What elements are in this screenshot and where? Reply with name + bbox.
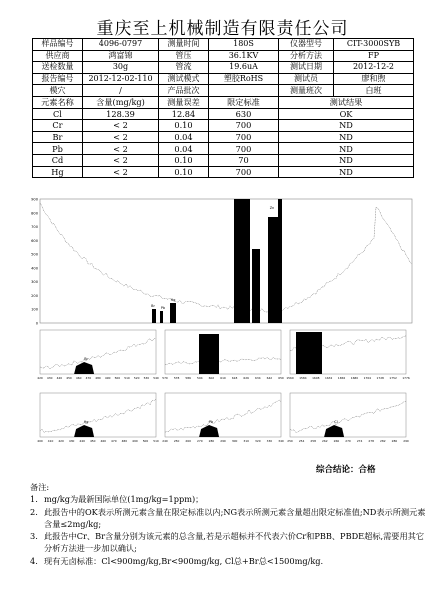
info-value: CIT-3000SYB xyxy=(334,39,414,51)
spectrum-panel-x-tick: 602 xyxy=(208,376,215,380)
spectrum-panel-x-tick: 266 xyxy=(333,439,340,443)
conclusion-label: 综合结论： xyxy=(316,465,359,475)
spectrum-panel-x-tick: 270 xyxy=(345,439,351,443)
info-label: 测量时间 xyxy=(159,39,209,51)
info-value: 36.1KV xyxy=(209,50,279,62)
result-content: < 2 xyxy=(83,166,159,178)
results-row xyxy=(33,166,414,178)
spectrum-panel-x-tick: 300 xyxy=(231,439,238,443)
result-content: < 2 xyxy=(83,131,159,143)
main-y-tick: 0 xyxy=(35,321,38,326)
spectrum-panel-x-tick: 274 xyxy=(356,439,363,443)
spectrum-panel-x-tick: 250 xyxy=(287,439,293,443)
main-spectrum-peak xyxy=(170,303,176,323)
report-table xyxy=(32,38,414,178)
spectrum-panel-x-tick: 450 xyxy=(89,439,96,443)
results-header-row xyxy=(33,96,414,108)
spectrum-panel-x-tick: 480 xyxy=(121,439,128,443)
spectrum-panel-x-tick: 626 xyxy=(243,376,249,380)
result-result: ND xyxy=(279,166,414,178)
result-result: ND xyxy=(279,154,414,166)
main-peak-label: Br xyxy=(278,200,282,204)
spectrum-panel-x-tick: 330 xyxy=(266,439,273,443)
spectrum-panel-x-tick: 1584 xyxy=(299,376,307,380)
note-number: 1. xyxy=(30,494,38,505)
result-limit: 700 xyxy=(209,120,279,132)
spectrum-panel-x-tick: 1704 xyxy=(363,376,372,380)
spectrum-panel-curve xyxy=(40,339,156,369)
spectrum-panel-x-tick: 440 xyxy=(79,439,85,443)
results-row xyxy=(33,120,414,132)
company-title: 重庆至上机械制造有限责任公司 xyxy=(96,19,349,39)
spectrum-panel-x-tick: 1776 xyxy=(402,376,410,380)
results-row xyxy=(33,154,414,166)
info-label: 报告编号 xyxy=(33,73,83,85)
spectrum-panel-peak-label: Br xyxy=(84,357,88,361)
info-value: 4096-0797 xyxy=(83,39,159,51)
results-header-cell: 限定标准 xyxy=(209,96,279,108)
note-text: 现有无卤标准：Cl<900mg/kg,Br<900mg/kg, Cl总+Br总<1500mg/kg. xyxy=(44,555,324,566)
spectrum-panel-x-tick: 310 xyxy=(243,439,249,443)
spectrum-panel-frame xyxy=(165,393,281,437)
note-item xyxy=(30,530,430,555)
spectrum-panel-x-tick: 642 xyxy=(266,376,273,380)
note-text: mg/kg为最新国际单位(1mg/kg=1ppm)； xyxy=(44,494,204,505)
spectrum-panel-x-tick: 320 xyxy=(255,439,261,443)
results-row xyxy=(33,143,414,155)
spectrum-panel-curve xyxy=(290,402,406,433)
spectrum-panel-x-tick: 510 xyxy=(124,376,130,380)
result-element: Pb xyxy=(33,143,83,155)
spectrum-panel-x-tick: 634 xyxy=(255,376,261,380)
spectrum-panel-x-tick: 540 xyxy=(153,376,159,380)
notes-section xyxy=(30,481,430,567)
main-y-tick: 900 xyxy=(31,197,38,202)
info-value: 白班 xyxy=(334,85,414,97)
info-section xyxy=(33,39,414,97)
results-header-cell: 测试结果 xyxy=(279,96,414,108)
spectrum-panel-x-tick: 410 xyxy=(47,439,54,443)
result-error: 0.10 xyxy=(159,120,209,132)
result-error: 12.84 xyxy=(159,108,209,120)
result-result: ND xyxy=(279,131,414,143)
spectrum-panel-x-tick: 1632 xyxy=(324,376,333,380)
note-item xyxy=(30,493,430,505)
main-y-tick: 700 xyxy=(31,225,38,230)
results-row xyxy=(33,131,414,143)
result-result: OK xyxy=(279,108,414,120)
result-limit: 630 xyxy=(209,108,279,120)
spectrum-panel-curve xyxy=(40,399,156,432)
result-error: 0.04 xyxy=(159,131,209,143)
spectrum-panel-x-tick: 490 xyxy=(132,439,138,443)
main-spectrum-peak xyxy=(160,311,163,323)
info-value: 鸿富锦 xyxy=(83,50,159,62)
spectrum-panel-x-tick: 500 xyxy=(142,439,149,443)
result-limit: 70 xyxy=(209,154,279,166)
main-peak-label: Br xyxy=(151,304,155,308)
conclusion-value: 合格 xyxy=(358,465,376,475)
result-element: Hg xyxy=(33,166,83,178)
spectrum-panel-x-tick: 450 xyxy=(66,376,72,380)
main-peak-label: Hg xyxy=(170,298,176,302)
spectrum-panel-frame xyxy=(290,393,406,437)
spectrum-panel-x-tick: 1728 xyxy=(376,376,384,380)
spectrum-panel-x-tick: 460 xyxy=(100,439,107,443)
result-element: Cr xyxy=(33,120,83,132)
info-label: 分析方法 xyxy=(279,50,334,62)
spectrum-panel-frame xyxy=(40,330,156,374)
spectrum-panel-x-tick: 270 xyxy=(197,439,203,443)
spectrum-panel-x-tick: 250 xyxy=(173,439,180,443)
main-y-tick: 500 xyxy=(31,252,38,257)
info-value: 廖和煦 xyxy=(334,73,414,85)
spectrum-panel-x-tick: 290 xyxy=(403,439,409,443)
spectrum-panel-x-tick: 520 xyxy=(133,376,140,380)
spectrum-panel-peak-label: Hg xyxy=(83,420,89,424)
info-value: 180S xyxy=(209,39,279,51)
spectrum-panel-x-tick: 420 xyxy=(58,439,64,443)
spectrum-panel-x-tick: 280 xyxy=(208,439,215,443)
spectrum-panel-x-tick: 1752 xyxy=(389,376,397,380)
spectrum-panel-x-tick: 430 xyxy=(46,376,53,380)
info-label: 产品批次 xyxy=(159,85,209,97)
spectrum-panel-x-tick: 260 xyxy=(185,439,191,443)
spectrum-panel-peak xyxy=(296,332,322,374)
main-y-tick: 600 xyxy=(31,238,38,243)
spectrum-panel-x-tick: 610 xyxy=(220,376,226,380)
note-item xyxy=(30,555,430,567)
result-content: < 2 xyxy=(83,143,159,155)
results-header-cell: 测量误差 xyxy=(159,96,209,108)
main-y-tick: 100 xyxy=(31,307,38,312)
main-spectrum-peak xyxy=(252,249,260,323)
overall-conclusion xyxy=(316,463,376,475)
info-label: 测试日期 xyxy=(279,62,334,74)
spectrum-panel-x-tick: 586 xyxy=(185,376,191,380)
info-value: 2012-12-2 xyxy=(334,62,414,74)
spectrum-panel-x-tick: 286 xyxy=(391,439,398,443)
result-content: < 2 xyxy=(83,120,159,132)
spectrum-panel-x-tick: 400 xyxy=(37,439,43,443)
main-spectrum-curve xyxy=(40,203,412,312)
main-y-tick: 300 xyxy=(31,280,38,285)
note-item xyxy=(30,506,430,531)
main-spectrum-frame xyxy=(40,199,412,323)
spectrum-panel-frame xyxy=(165,330,281,374)
result-limit: 700 xyxy=(209,143,279,155)
result-result: ND xyxy=(279,120,414,132)
spectrum-panel-curve xyxy=(165,357,281,365)
spectrum-panel-x-tick: 530 xyxy=(143,376,150,380)
note-number: 2. xyxy=(30,506,38,517)
main-peak-label: Zn xyxy=(269,206,275,210)
result-element: Cd xyxy=(33,154,83,166)
spectrum-panel-x-tick: 490 xyxy=(104,376,111,380)
result-limit: 700 xyxy=(209,166,279,178)
result-content: 128.39 xyxy=(83,108,159,120)
spectrum-panel-x-tick: 570 xyxy=(162,376,168,380)
results-section xyxy=(33,96,414,177)
notes-header: 备注: xyxy=(30,482,50,492)
spectrum-panel-x-tick: 1608 xyxy=(312,376,320,380)
result-error: 0.10 xyxy=(159,166,209,178)
spectrum-panel-x-tick: 420 xyxy=(37,376,43,380)
results-header-cell: 元素名称 xyxy=(33,96,83,108)
spectrum-panel-x-tick: 500 xyxy=(114,376,121,380)
xrf-spectra-figure xyxy=(24,193,417,460)
spectrum-panel-x-tick: 470 xyxy=(85,376,92,380)
info-row xyxy=(33,39,414,51)
result-limit: 700 xyxy=(209,131,279,143)
info-value: 2012-12-02-110 xyxy=(83,73,159,85)
note-text: 此报告中的OK表示所测元素含量在限定标准以内;NG表示所测元素含量超出限定标准值;ND表示所测元素含量≤2mg/kg; xyxy=(44,506,426,529)
result-error: 0.04 xyxy=(159,143,209,155)
spectrum-panel-peak xyxy=(74,425,94,437)
spectrum-panel-frame xyxy=(40,393,156,437)
info-value xyxy=(209,85,279,97)
spectrum-panel-peak xyxy=(199,334,219,374)
main-spectrum-peak xyxy=(152,309,156,323)
main-y-tick: 800 xyxy=(31,211,38,216)
spectrum-panel-peak xyxy=(74,362,94,374)
spectrum-panel-peak xyxy=(324,425,344,437)
spectrum-panel-x-tick: 1680 xyxy=(350,376,359,380)
spectrum-panel-x-tick: 430 xyxy=(68,439,75,443)
result-error: 0.10 xyxy=(159,154,209,166)
note-text: 此报告中Cr、Br含量分别为该元素的总含量,若是示超标并不代表六价Cr和PBB、PBDE超标,需要用其它分析方法进一步加以确认; xyxy=(44,531,425,554)
info-label: 供应商 xyxy=(33,50,83,62)
result-element: Cl xyxy=(33,108,83,120)
spectrum-panel-x-tick: 460 xyxy=(75,376,82,380)
spectrum-panel-x-tick: 258 xyxy=(310,439,316,443)
info-value: / xyxy=(83,85,159,97)
main-spectrum-peak xyxy=(278,199,282,323)
spectrum-panel-x-tick: 1656 xyxy=(337,376,346,380)
spectrum-panel-x-tick: 1560 xyxy=(286,376,294,380)
spectrum-panel-peak-label: Pb xyxy=(208,420,214,424)
note-number: 3. xyxy=(30,531,38,542)
spectrum-panel-x-tick: 594 xyxy=(197,376,203,380)
info-label: 管流 xyxy=(159,62,209,74)
spectrum-panel-x-tick: 578 xyxy=(173,376,180,380)
spectrum-panel-x-tick: 240 xyxy=(162,439,168,443)
info-label: 仪器型号 xyxy=(279,39,334,51)
result-result: ND xyxy=(279,143,414,155)
spectrum-panel-peak xyxy=(199,425,219,437)
info-value: 塑胶RoHS xyxy=(209,73,279,85)
info-label: 测试模式 xyxy=(159,73,209,85)
info-label: 测试员 xyxy=(279,73,334,85)
result-element: Br xyxy=(33,131,83,143)
info-label: 管压 xyxy=(159,50,209,62)
note-number: 4. xyxy=(30,555,38,566)
main-y-tick: 400 xyxy=(31,266,38,271)
info-row xyxy=(33,85,414,97)
spectrum-panel-x-tick: 290 xyxy=(220,439,226,443)
info-value: 30g xyxy=(83,62,159,74)
notes-list xyxy=(30,493,430,567)
results-header-cell: 含量(mg/kg) xyxy=(83,96,159,108)
main-y-tick: 200 xyxy=(31,293,38,298)
spectrum-panel-x-tick: 510 xyxy=(153,439,159,443)
main-spectrum-peak xyxy=(234,199,250,323)
spectrum-panel-x-tick: 618 xyxy=(231,376,238,380)
spectrum-panel-x-tick: 340 xyxy=(278,439,284,443)
info-row xyxy=(33,50,414,62)
spectrum-panel-x-tick: 262 xyxy=(322,439,328,443)
info-row xyxy=(33,73,414,85)
spectrum-panel-x-tick: 282 xyxy=(380,439,386,443)
info-row xyxy=(33,62,414,74)
info-value: FP xyxy=(334,50,414,62)
spectrum-panel-peak-label: Cl xyxy=(334,420,338,424)
info-label: 送检数量 xyxy=(33,62,83,74)
spectrum-panel-x-tick: 650 xyxy=(278,376,284,380)
main-peak-label: Pb xyxy=(160,306,166,310)
spectrum-panel-x-tick: 480 xyxy=(95,376,101,380)
spectrum-panel-x-tick: 440 xyxy=(56,376,63,380)
spectrum-panel-curve xyxy=(165,400,281,432)
spectrum-panel-x-tick: 254 xyxy=(298,439,305,443)
info-label: 模穴 xyxy=(33,85,83,97)
info-value: 19.6uA xyxy=(209,62,279,74)
info-label: 测量班次 xyxy=(279,85,334,97)
spectrum-panel-x-tick: 278 xyxy=(368,439,374,443)
result-content: < 2 xyxy=(83,154,159,166)
results-row xyxy=(33,108,414,120)
info-label: 样品编号 xyxy=(33,39,83,51)
spectrum-panel-x-tick: 470 xyxy=(111,439,117,443)
